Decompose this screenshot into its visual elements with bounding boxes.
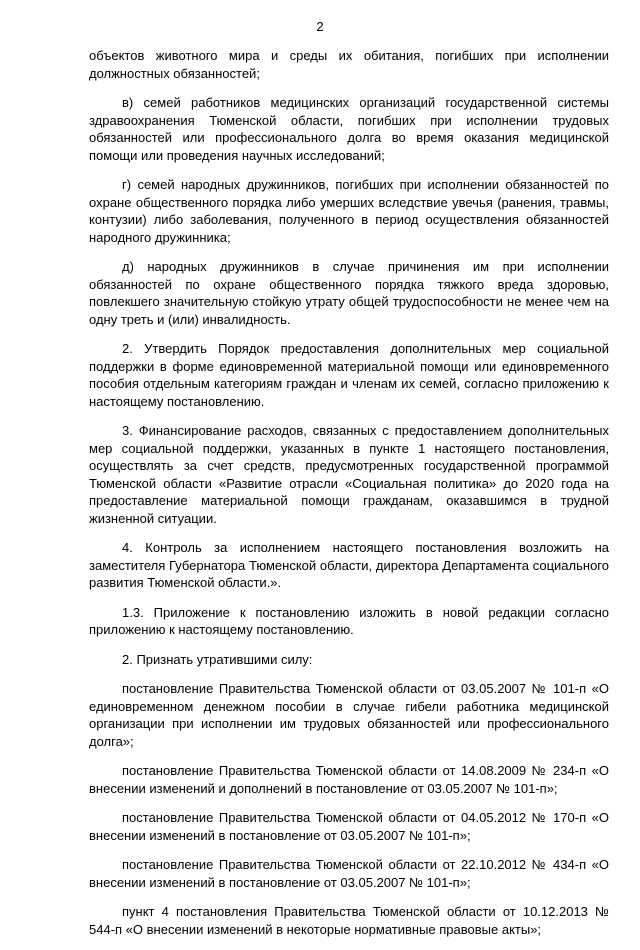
paragraph: объектов животного мира и среды их обитания, погибших при исполнении должностных обязанностей; [89, 48, 609, 81]
paragraph: 2. Признать утратившими силу: [122, 651, 313, 667]
paragraph: постановление Правительства Тюменской области от 22.10.2012 № 434-п «О внесении изменений в постановление от 03.05.2007 № 101-п»; [89, 857, 609, 890]
paragraph: постановление Правительства Тюменской области от 03.05.2007 № 101-п «О единовременном денежном пособии в случае гибели работника медицинской организации при исполнении им трудовых обязанностей или профессионального долга»; [89, 681, 609, 749]
paragraph: г) семей народных дружинников, погибших при исполнении обязанностей по охране общественного порядка либо умерших вследствие увечья (ранения, травмы, контузии) либо заболевания, полученного в период осуществления обязанностей народного дружинника; [89, 177, 609, 245]
paragraph: в) семей работников медицинских организаций государственной системы здравоохранения Тюменской области, погибших при исполнении трудовых обязанностей или профессионального долга во время оказания медицинской помощи или проведения научных исследований; [89, 95, 609, 163]
paragraph: пункт 4 постановления Правительства Тюменской области от 10.12.2013 № 544-п «О внесении изменений в некоторые нормативные правовые акты»; [89, 904, 609, 937]
paragraph: д) народных дружинников в случае причинения им при исполнении обязанностей по охране общественного порядка тяжкого вреда здоровью, повлекшего значительную стойкую утрату общей трудоспособности не менее чем на одну треть и (или) инвалидность. [89, 259, 609, 327]
paragraph: 1.3. Приложение к постановлению изложить в новой редакции согласно приложению к настоящему постановлению. [89, 604, 609, 637]
document-body [89, 47, 609, 950]
paragraph: постановление Правительства Тюменской области от 14.08.2009 № 234-п «О внесении изменений и дополнений в постановление от 03.05.2007 № 101-п»; [89, 763, 609, 796]
paragraph: 2. Утвердить Порядок предоставления дополнительных мер социальной поддержки в форме единовременной материальной помощи или единовременного пособия отдельным категориям граждан и членам их семей, согласно приложению к настоящему постановлению. [89, 341, 609, 409]
paragraph: постановление Правительства Тюменской области от 04.05.2012 № 170-п «О внесении изменений в постановление от 03.05.2007 № 101-п»; [89, 810, 609, 843]
paragraph: 3. Финансирование расходов, связанных с предоставлением дополнительных мер социальной поддержки, указанных в пункте 1 настоящего постановления, осуществлять за счет средств, предусмотренных государственной программой Тюменской области «Развитие отрасли «Социальная политика» до 2020 года на предоставление материальной помощи гражданам, оказавшимся в трудной жизненной ситуации. [89, 423, 609, 526]
page-number: 2 [316, 19, 324, 34]
paragraph: 4. Контроль за исполнением настоящего постановления возложить на заместителя Губернатора Тюменской области, директора Департамента социального развития Тюменской области.». [89, 540, 609, 590]
